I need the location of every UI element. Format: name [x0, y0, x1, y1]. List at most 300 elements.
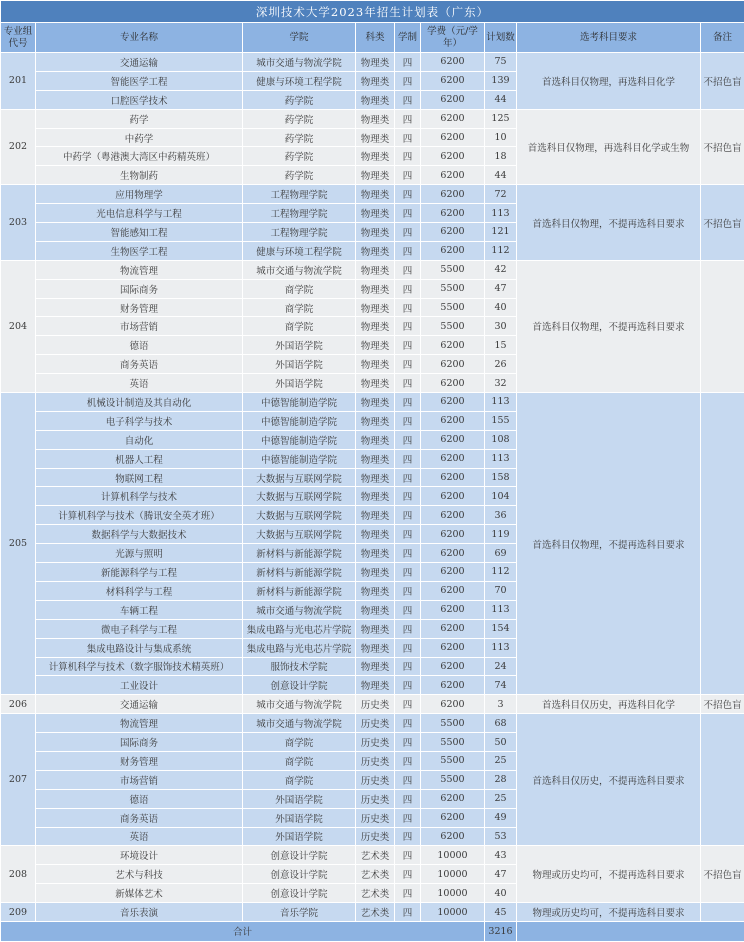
- major-name: 市场营销: [36, 317, 243, 336]
- category: 物理类: [356, 581, 395, 600]
- group-code: 206: [1, 695, 36, 714]
- plan-count: 26: [485, 355, 517, 374]
- total-plan: 3216: [485, 921, 517, 941]
- college: 创意设计学院: [243, 884, 356, 903]
- fee: 6200: [421, 71, 485, 90]
- category: 艺术类: [356, 865, 395, 884]
- major-name: 德语: [36, 789, 243, 808]
- duration: 四: [395, 430, 421, 449]
- major-name: 光源与照明: [36, 544, 243, 563]
- note: [701, 714, 744, 846]
- category: 物理类: [356, 128, 395, 147]
- college: 大数据与互联网学院: [243, 525, 356, 544]
- college: 音乐学院: [243, 903, 356, 922]
- major-name: 物流管理: [36, 260, 243, 279]
- plan-count: 113: [485, 393, 517, 412]
- fee: 6200: [421, 638, 485, 657]
- fee: 6200: [421, 147, 485, 166]
- major-name: 财务管理: [36, 298, 243, 317]
- category: 历史类: [356, 733, 395, 752]
- header-college: 学院: [243, 23, 356, 53]
- fee: 6200: [421, 374, 485, 393]
- college: 新材料与新能源学院: [243, 563, 356, 582]
- duration: 四: [395, 619, 421, 638]
- major-name: 物联网工程: [36, 468, 243, 487]
- category: 艺术类: [356, 884, 395, 903]
- college: 工程物理学院: [243, 204, 356, 223]
- fee: 6200: [421, 619, 485, 638]
- table-row: [1, 714, 744, 733]
- duration: 四: [395, 355, 421, 374]
- table-row: [1, 903, 744, 922]
- duration: 四: [395, 393, 421, 412]
- fee: 6200: [421, 525, 485, 544]
- fee: 10000: [421, 903, 485, 922]
- table-row: [1, 695, 744, 714]
- plan-count: 25: [485, 789, 517, 808]
- fee: 5500: [421, 733, 485, 752]
- duration: 四: [395, 714, 421, 733]
- plan-count: 47: [485, 865, 517, 884]
- category: 物理类: [356, 260, 395, 279]
- major-name: 商务英语: [36, 808, 243, 827]
- major-name: 国际商务: [36, 279, 243, 298]
- note: 不招色盲: [701, 846, 744, 903]
- fee: 6200: [421, 808, 485, 827]
- category: 物理类: [356, 657, 395, 676]
- college: 健康与环境工程学院: [243, 241, 356, 260]
- duration: 四: [395, 71, 421, 90]
- duration: 四: [395, 808, 421, 827]
- fee: 6200: [421, 449, 485, 468]
- duration: 四: [395, 468, 421, 487]
- major-name: 口腔医学技术: [36, 90, 243, 109]
- college: 商学院: [243, 317, 356, 336]
- duration: 四: [395, 657, 421, 676]
- total-label: 合计: [1, 921, 485, 941]
- category: 物理类: [356, 223, 395, 242]
- major-name: 中药学（粤港澳大湾区中药精英班）: [36, 147, 243, 166]
- group-code: 202: [1, 109, 36, 185]
- fee: 6200: [421, 506, 485, 525]
- group-code: 201: [1, 53, 36, 110]
- major-name: 国际商务: [36, 733, 243, 752]
- college: 集成电路与光电芯片学院: [243, 619, 356, 638]
- college: 中德智能制造学院: [243, 393, 356, 412]
- subject-requirement: 首选科目仅物理，不提再选科目要求: [517, 393, 701, 695]
- fee: 6200: [421, 166, 485, 185]
- college: 药学院: [243, 90, 356, 109]
- major-name: 集成电路设计与集成系统: [36, 638, 243, 657]
- fee: 5500: [421, 714, 485, 733]
- plan-count: 44: [485, 166, 517, 185]
- plan-count: 119: [485, 525, 517, 544]
- category: 物理类: [356, 336, 395, 355]
- duration: 四: [395, 506, 421, 525]
- major-name: 自动化: [36, 430, 243, 449]
- note: 不招色盲: [701, 109, 744, 185]
- duration: 四: [395, 374, 421, 393]
- college: 外国语学院: [243, 336, 356, 355]
- duration: 四: [395, 770, 421, 789]
- category: 物理类: [356, 204, 395, 223]
- major-name: 德语: [36, 336, 243, 355]
- college: 集成电路与光电芯片学院: [243, 638, 356, 657]
- major-name: 微电子科学与工程: [36, 619, 243, 638]
- table-row: [1, 393, 744, 412]
- category: 物理类: [356, 676, 395, 695]
- plan-count: 43: [485, 846, 517, 865]
- note: 不招色盲: [701, 185, 744, 261]
- fee: 5500: [421, 751, 485, 770]
- group-code: 203: [1, 185, 36, 261]
- fee: 6200: [421, 563, 485, 582]
- fee: 6200: [421, 430, 485, 449]
- major-name: 数据科学与大数据技术: [36, 525, 243, 544]
- table-row: [1, 846, 744, 865]
- category: 物理类: [356, 506, 395, 525]
- category: 物理类: [356, 71, 395, 90]
- category: 历史类: [356, 827, 395, 846]
- note: 不招色盲: [701, 53, 744, 110]
- duration: 四: [395, 865, 421, 884]
- category: 物理类: [356, 411, 395, 430]
- table-title: 深圳技术大学2023年招生计划表（广东）: [1, 1, 744, 23]
- category: 物理类: [356, 298, 395, 317]
- category: 物理类: [356, 90, 395, 109]
- plan-count: 53: [485, 827, 517, 846]
- fee: 6200: [421, 827, 485, 846]
- category: 物理类: [356, 544, 395, 563]
- category: 历史类: [356, 695, 395, 714]
- header-major: 专业名称: [36, 23, 243, 53]
- category: 历史类: [356, 808, 395, 827]
- plan-count: 154: [485, 619, 517, 638]
- plan-count: 139: [485, 71, 517, 90]
- college: 外国语学院: [243, 808, 356, 827]
- college: 药学院: [243, 109, 356, 128]
- plan-count: 10: [485, 128, 517, 147]
- duration: 四: [395, 449, 421, 468]
- subject-requirement: 首选科目仅历史，再选科目化学: [517, 695, 701, 714]
- category: 物理类: [356, 487, 395, 506]
- college: 健康与环境工程学院: [243, 71, 356, 90]
- plan-count: 75: [485, 53, 517, 72]
- major-name: 交通运输: [36, 695, 243, 714]
- duration: 四: [395, 411, 421, 430]
- category: 物理类: [356, 449, 395, 468]
- duration: 四: [395, 109, 421, 128]
- fee: 6200: [421, 487, 485, 506]
- fee: 6200: [421, 241, 485, 260]
- header-requirement: 选考科目要求: [517, 23, 701, 53]
- college: 城市交通与物流学院: [243, 260, 356, 279]
- college: 商学院: [243, 298, 356, 317]
- plan-count: 158: [485, 468, 517, 487]
- duration: 四: [395, 827, 421, 846]
- category: 物理类: [356, 619, 395, 638]
- major-name: 工业设计: [36, 676, 243, 695]
- header-fee: 学费（元/学年）: [421, 23, 485, 53]
- plan-count: 44: [485, 90, 517, 109]
- plan-count: 70: [485, 581, 517, 600]
- major-name: 材料科学与工程: [36, 581, 243, 600]
- college: 大数据与互联网学院: [243, 506, 356, 525]
- major-name: 光电信息科学与工程: [36, 204, 243, 223]
- fee: 6200: [421, 600, 485, 619]
- plan-count: 50: [485, 733, 517, 752]
- category: 物理类: [356, 147, 395, 166]
- fee: 6200: [421, 676, 485, 695]
- college: 创意设计学院: [243, 676, 356, 695]
- college: 工程物理学院: [243, 185, 356, 204]
- duration: 四: [395, 600, 421, 619]
- fee: 6200: [421, 657, 485, 676]
- plan-count: 104: [485, 487, 517, 506]
- fee: 10000: [421, 865, 485, 884]
- college: 中德智能制造学院: [243, 449, 356, 468]
- fee: 6200: [421, 204, 485, 223]
- duration: 四: [395, 903, 421, 922]
- plan-count: 24: [485, 657, 517, 676]
- duration: 四: [395, 185, 421, 204]
- major-name: 智能医学工程: [36, 71, 243, 90]
- duration: 四: [395, 884, 421, 903]
- fee: 6200: [421, 695, 485, 714]
- duration: 四: [395, 204, 421, 223]
- note: [701, 903, 744, 922]
- duration: 四: [395, 789, 421, 808]
- category: 物理类: [356, 374, 395, 393]
- college: 城市交通与物流学院: [243, 53, 356, 72]
- college: 商学院: [243, 751, 356, 770]
- fee: 6200: [421, 53, 485, 72]
- category: 物理类: [356, 468, 395, 487]
- duration: 四: [395, 147, 421, 166]
- plan-count: 40: [485, 884, 517, 903]
- table-row: [1, 260, 744, 279]
- group-code: 205: [1, 393, 36, 695]
- header-duration: 学制: [395, 23, 421, 53]
- college: 新材料与新能源学院: [243, 544, 356, 563]
- college: 大数据与互联网学院: [243, 487, 356, 506]
- header-group-code: 专业组代号: [1, 23, 36, 53]
- category: 物理类: [356, 430, 395, 449]
- college: 大数据与互联网学院: [243, 468, 356, 487]
- college: 城市交通与物流学院: [243, 600, 356, 619]
- group-code: 209: [1, 903, 36, 922]
- note: 不招色盲: [701, 695, 744, 714]
- total-empty: [517, 921, 744, 941]
- plan-count: 155: [485, 411, 517, 430]
- college: 城市交通与物流学院: [243, 695, 356, 714]
- major-name: 计算机科学与技术（腾讯安全英才班）: [36, 506, 243, 525]
- major-name: 药学: [36, 109, 243, 128]
- category: 历史类: [356, 751, 395, 770]
- category: 历史类: [356, 770, 395, 789]
- plan-count: 113: [485, 638, 517, 657]
- fee: 6200: [421, 336, 485, 355]
- table-row: [1, 109, 744, 128]
- fee: 5500: [421, 317, 485, 336]
- category: 物理类: [356, 525, 395, 544]
- group-code: 207: [1, 714, 36, 846]
- plan-count: 113: [485, 204, 517, 223]
- college: 工程物理学院: [243, 223, 356, 242]
- category: 物理类: [356, 241, 395, 260]
- header-category: 科类: [356, 23, 395, 53]
- major-name: 商务英语: [36, 355, 243, 374]
- fee: 10000: [421, 884, 485, 903]
- major-name: 新媒体艺术: [36, 884, 243, 903]
- plan-count: 28: [485, 770, 517, 789]
- duration: 四: [395, 298, 421, 317]
- major-name: 艺术与科技: [36, 865, 243, 884]
- fee: 6200: [421, 544, 485, 563]
- plan-count: 72: [485, 185, 517, 204]
- major-name: 生物医学工程: [36, 241, 243, 260]
- group-code: 208: [1, 846, 36, 903]
- duration: 四: [395, 581, 421, 600]
- major-name: 物流管理: [36, 714, 243, 733]
- college: 外国语学院: [243, 355, 356, 374]
- fee: 6200: [421, 411, 485, 430]
- college: 城市交通与物流学院: [243, 714, 356, 733]
- fee: 6200: [421, 223, 485, 242]
- college: 商学院: [243, 279, 356, 298]
- fee: 5500: [421, 298, 485, 317]
- plan-count: 113: [485, 449, 517, 468]
- plan-count: 3: [485, 695, 517, 714]
- fee: 6200: [421, 789, 485, 808]
- category: 物理类: [356, 393, 395, 412]
- major-name: 应用物理学: [36, 185, 243, 204]
- category: 物理类: [356, 317, 395, 336]
- duration: 四: [395, 317, 421, 336]
- duration: 四: [395, 166, 421, 185]
- college: 药学院: [243, 147, 356, 166]
- fee: 6200: [421, 185, 485, 204]
- major-name: 计算机科学与技术（数字服饰技术精英班）: [36, 657, 243, 676]
- fee: 6200: [421, 581, 485, 600]
- college: 药学院: [243, 128, 356, 147]
- plan-count: 47: [485, 279, 517, 298]
- duration: 四: [395, 563, 421, 582]
- category: 物理类: [356, 166, 395, 185]
- major-name: 财务管理: [36, 751, 243, 770]
- plan-count: 45: [485, 903, 517, 922]
- fee: 6200: [421, 109, 485, 128]
- duration: 四: [395, 279, 421, 298]
- college: 创意设计学院: [243, 865, 356, 884]
- duration: 四: [395, 695, 421, 714]
- total-row: [1, 921, 744, 941]
- category: 物理类: [356, 279, 395, 298]
- fee: 6200: [421, 393, 485, 412]
- fee: 5500: [421, 260, 485, 279]
- category: 艺术类: [356, 903, 395, 922]
- fee: 6200: [421, 128, 485, 147]
- college: 商学院: [243, 733, 356, 752]
- duration: 四: [395, 223, 421, 242]
- major-name: 市场营销: [36, 770, 243, 789]
- category: 物理类: [356, 638, 395, 657]
- major-name: 英语: [36, 374, 243, 393]
- category: 物理类: [356, 355, 395, 374]
- plan-count: 32: [485, 374, 517, 393]
- plan-count: 40: [485, 298, 517, 317]
- duration: 四: [395, 90, 421, 109]
- major-name: 新能源科学与工程: [36, 563, 243, 582]
- major-name: 车辆工程: [36, 600, 243, 619]
- college: 商学院: [243, 770, 356, 789]
- duration: 四: [395, 751, 421, 770]
- fee: 6200: [421, 468, 485, 487]
- major-name: 音乐表演: [36, 903, 243, 922]
- plan-count: 121: [485, 223, 517, 242]
- header-plan: 计划数: [485, 23, 517, 53]
- major-name: 生物制药: [36, 166, 243, 185]
- subject-requirement: 物理或历史均可，不提再选科目要求: [517, 846, 701, 903]
- duration: 四: [395, 676, 421, 695]
- category: 艺术类: [356, 846, 395, 865]
- major-name: 中药学: [36, 128, 243, 147]
- category: 历史类: [356, 789, 395, 808]
- category: 物理类: [356, 109, 395, 128]
- subject-requirement: 物理或历史均可，不提再选科目要求: [517, 903, 701, 922]
- major-name: 计算机科学与技术: [36, 487, 243, 506]
- plan-count: 42: [485, 260, 517, 279]
- major-name: 电子科学与技术: [36, 411, 243, 430]
- category: 历史类: [356, 714, 395, 733]
- category: 物理类: [356, 563, 395, 582]
- subject-requirement: 首选科目仅历史，不提再选科目要求: [517, 714, 701, 846]
- note: [701, 393, 744, 695]
- fee: 6200: [421, 90, 485, 109]
- header-note: 备注: [701, 23, 744, 53]
- duration: 四: [395, 336, 421, 355]
- duration: 四: [395, 544, 421, 563]
- duration: 四: [395, 128, 421, 147]
- college: 中德智能制造学院: [243, 411, 356, 430]
- plan-count: 113: [485, 600, 517, 619]
- duration: 四: [395, 53, 421, 72]
- duration: 四: [395, 241, 421, 260]
- plan-count: 36: [485, 506, 517, 525]
- major-name: 智能感知工程: [36, 223, 243, 242]
- category: 物理类: [356, 185, 395, 204]
- plan-count: 108: [485, 430, 517, 449]
- plan-count: 49: [485, 808, 517, 827]
- fee: 5500: [421, 279, 485, 298]
- plan-count: 125: [485, 109, 517, 128]
- college: 服饰技术学院: [243, 657, 356, 676]
- plan-count: 112: [485, 563, 517, 582]
- plan-count: 30: [485, 317, 517, 336]
- duration: 四: [395, 487, 421, 506]
- plan-count: 25: [485, 751, 517, 770]
- fee: 5500: [421, 770, 485, 789]
- note: [701, 260, 744, 392]
- college: 新材料与新能源学院: [243, 581, 356, 600]
- plan-count: 74: [485, 676, 517, 695]
- header-row: [1, 23, 744, 53]
- college: 外国语学院: [243, 827, 356, 846]
- subject-requirement: 首选科目仅物理，不提再选科目要求: [517, 185, 701, 261]
- plan-count: 112: [485, 241, 517, 260]
- major-name: 环境设计: [36, 846, 243, 865]
- plan-count: 69: [485, 544, 517, 563]
